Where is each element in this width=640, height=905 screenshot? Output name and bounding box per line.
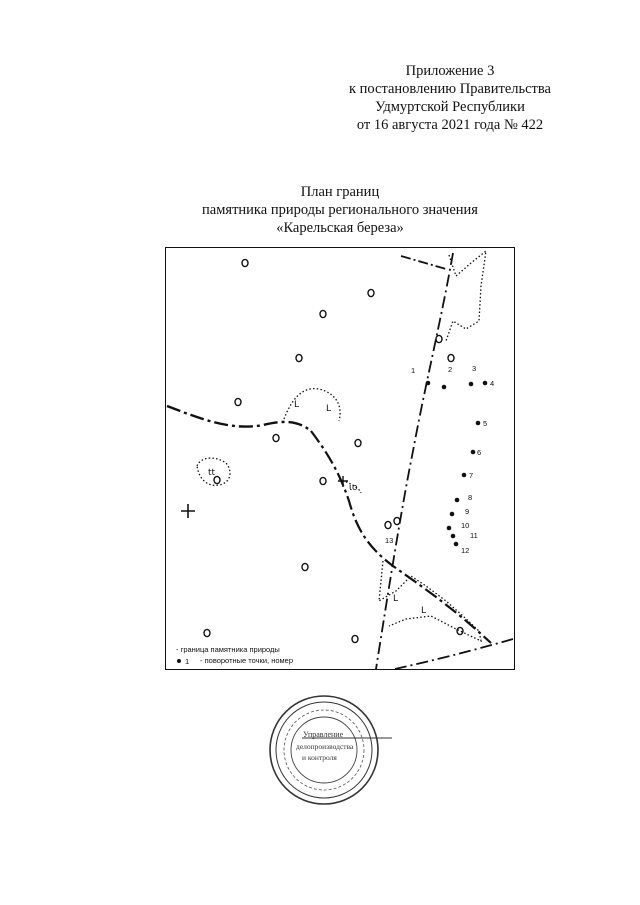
- tree-icon: [242, 259, 248, 266]
- point-label-4: 4: [490, 379, 495, 388]
- map-mark: L: [326, 404, 332, 414]
- seal-inner-line-1: Управление: [303, 730, 344, 739]
- turning-point-4: [483, 381, 488, 386]
- road-south: [395, 639, 513, 669]
- official-seal-stamp: [262, 693, 392, 808]
- turning-point-6: [471, 450, 476, 455]
- tree-icon: [204, 629, 210, 636]
- boundary-loop: [284, 389, 340, 421]
- turning-point-5: [476, 421, 481, 426]
- map-mark: L: [421, 606, 427, 616]
- tree-icon: [302, 563, 308, 570]
- tree-icon: [368, 289, 374, 296]
- point-label-5: 5: [483, 419, 488, 428]
- point-label-8: 8: [468, 493, 473, 502]
- legend-point-number: 1: [185, 656, 190, 666]
- point-labels: [385, 364, 494, 555]
- point-label-6: 6: [477, 448, 482, 457]
- turning-point-8: [455, 498, 460, 503]
- turning-point-2: [442, 385, 447, 390]
- turning-point-7: [462, 473, 467, 478]
- tree-icon: [394, 517, 400, 524]
- tree-icon: [214, 476, 220, 483]
- tree-icon: [352, 635, 358, 642]
- title-line-1: План границ: [300, 184, 380, 200]
- road-diagonal: [376, 253, 453, 669]
- point-label-1: 1: [411, 366, 416, 375]
- turning-point-1: [426, 381, 431, 386]
- turning-point-11: [451, 534, 456, 539]
- tree-icon: [296, 354, 302, 361]
- appendix-resolution: к постановлению Правительства: [349, 81, 551, 97]
- seal-inner-line-2: делопроизводства: [296, 742, 354, 751]
- cross-marker: [181, 504, 195, 518]
- turning-point-12: [454, 542, 459, 547]
- appendix-number: Приложение 3: [405, 63, 495, 79]
- appendix-date: от 16 августа 2021 года № 422: [356, 117, 544, 133]
- point-label-12: 12: [461, 546, 470, 555]
- tree-icon: [436, 335, 442, 342]
- point-label-10: 10: [461, 521, 470, 530]
- point-label-13: 13: [385, 536, 394, 545]
- legend-boundary-label: - граница памятника природы: [176, 645, 280, 654]
- point-label-9: 9: [465, 507, 470, 516]
- map-legend: [176, 644, 293, 666]
- road-north: [401, 256, 446, 269]
- tree-icon: [235, 398, 241, 405]
- legend-boundary: [176, 644, 293, 655]
- map-mark: L: [393, 594, 399, 604]
- point-label-11: 11: [470, 531, 478, 540]
- tree-icon: [457, 627, 463, 634]
- turning-point-3: [469, 382, 474, 387]
- road-west: [167, 406, 311, 431]
- road-main: [311, 431, 491, 643]
- point-label-2: 2: [448, 365, 453, 374]
- map-mark: ɩo: [349, 483, 358, 493]
- map-mark: tt: [208, 468, 216, 478]
- legend-points-label: - поворотные точки, номер: [200, 656, 293, 665]
- turning-point-10: [447, 526, 452, 531]
- seal-inner-line-3: и контроля: [302, 753, 337, 762]
- appendix-header: [300, 62, 600, 134]
- turning-point-9: [450, 512, 455, 517]
- legend-points: [176, 655, 293, 666]
- turning-points: [426, 381, 488, 547]
- map-marks: [208, 400, 426, 616]
- point-label-7: 7: [469, 471, 474, 480]
- map-canvas: [166, 248, 516, 671]
- point-dot-icon: [177, 659, 181, 663]
- tree-icon: [355, 439, 361, 446]
- point-label-3: 3: [472, 364, 477, 373]
- boundary-map: [165, 247, 515, 670]
- tree-icon: [320, 310, 326, 317]
- tree-icon: [448, 354, 454, 361]
- title-line-2: памятника природы регионального значения: [202, 202, 478, 218]
- document-title: [140, 183, 540, 237]
- tree-icon: [320, 477, 326, 484]
- tree-icon: [385, 521, 391, 528]
- tree-icon: [273, 434, 279, 441]
- legend-point-symbol: [176, 656, 200, 666]
- boundary-north-east: [446, 251, 486, 341]
- appendix-republic: Удмуртской Республики: [375, 99, 525, 115]
- title-line-3: «Карельская береза»: [276, 220, 404, 236]
- map-mark: L: [294, 400, 300, 410]
